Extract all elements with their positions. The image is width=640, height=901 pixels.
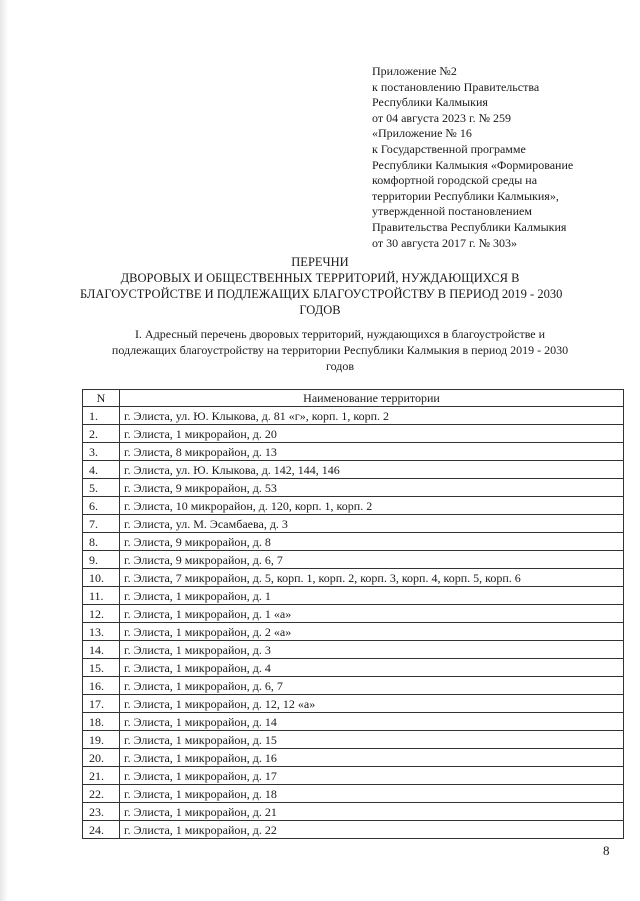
annex-line: комфортной городской среды на: [372, 173, 538, 188]
table-row: [83, 623, 624, 641]
territory-name: г. Элиста, 1 микрорайон, д. 14: [120, 713, 624, 731]
table-row: [83, 407, 624, 425]
territory-name: г. Элиста, 1 микрорайон, д. 3: [120, 641, 624, 659]
row-number: 12.: [83, 605, 120, 623]
annex-line: от 04 августа 2023 г. № 259: [372, 110, 512, 125]
row-number: 5.: [83, 479, 120, 497]
annex-header: [372, 64, 634, 251]
territory-name: г. Элиста, 7 микрорайон, д. 5, корп. 1, корп. 2, корп. 3, корп. 4, корп. 5, корп. 6: [120, 569, 624, 587]
column-header-name: Наименование территории: [120, 390, 624, 407]
annex-line: Республики Калмыкия «Формирование: [372, 157, 574, 172]
title-line: ПЕРЕЧНИ: [291, 255, 349, 269]
row-number: 17.: [83, 695, 120, 713]
row-number: 1.: [83, 407, 120, 425]
table-row: [83, 767, 624, 785]
row-number: 20.: [83, 749, 120, 767]
table-row: [83, 443, 624, 461]
table-row: [83, 785, 624, 803]
section-line: годов: [325, 359, 355, 373]
table-row: [83, 641, 624, 659]
section-line: I. Адресный перечень дворовых территорий, нуждающихся в благоустройстве и: [134, 327, 546, 341]
annex-line: Правительства Республики Калмыкия: [372, 219, 567, 234]
territory-name: г. Элиста, ул. Ю. Клыкова, д. 81 «г», корп. 1, корп. 2: [120, 407, 624, 425]
table-row: [83, 749, 624, 767]
row-number: 2.: [83, 425, 120, 443]
annex-line: Приложение №2: [372, 64, 457, 78]
row-number: 7.: [83, 515, 120, 533]
row-number: 10.: [83, 569, 120, 587]
row-number: 18.: [83, 713, 120, 731]
table-row: [83, 659, 624, 677]
table-row: [83, 569, 624, 587]
table-row: [83, 821, 624, 839]
table-header-row: [83, 390, 624, 407]
territory-name: г. Элиста, 1 микрорайон, д. 1 «а»: [120, 605, 624, 623]
title-line: ДВОРОВЫХ И ОБЩЕСТВЕННЫХ ТЕРРИТОРИЙ, НУЖДАЮЩИХСЯ В: [120, 271, 520, 285]
document-title: [80, 254, 563, 318]
territory-name: г. Элиста, 1 микрорайон, д. 21: [120, 803, 624, 821]
territory-name: г. Элиста, 9 микрорайон, д. 6, 7: [120, 551, 624, 569]
territory-name: г. Элиста, ул. М. Эсамбаева, д. 3: [120, 515, 624, 533]
annex-line: «Приложение № 16: [372, 126, 472, 141]
territory-name: г. Элиста, 1 микрорайон, д. 16: [120, 749, 624, 767]
territory-name: г. Элиста, 1 микрорайон, д. 12, 12 «а»: [120, 695, 624, 713]
row-number: 11.: [83, 587, 120, 605]
table-row: [83, 551, 624, 569]
row-number: 14.: [83, 641, 120, 659]
territory-name: г. Элиста, 10 микрорайон, д. 120, корп. 1, корп. 2: [120, 497, 624, 515]
row-number: 13.: [83, 623, 120, 641]
annex-line: утвержденной постановлением: [372, 204, 532, 219]
table-row: [83, 695, 624, 713]
table-row: [83, 479, 624, 497]
table-row: [83, 515, 624, 533]
table-row: [83, 713, 624, 731]
territory-name: г. Элиста, 1 микрорайон, д. 6, 7: [120, 677, 624, 695]
territory-name: г. Элиста, 1 микрорайон, д. 2 «а»: [120, 623, 624, 641]
territory-name: г. Элиста, 8 микрорайон, д. 13: [120, 443, 624, 461]
row-number: 15.: [83, 659, 120, 677]
table-row: [83, 803, 624, 821]
annex-line: к Государственной программе: [372, 141, 526, 156]
table-row: [83, 497, 624, 515]
territory-table: [82, 389, 624, 839]
page-number: 8: [603, 843, 610, 858]
section-heading: [80, 326, 600, 374]
row-number: 24.: [83, 821, 120, 839]
table-row: [83, 533, 624, 551]
territory-name: г. Элиста, 1 микрорайон, д. 4: [120, 659, 624, 677]
table-row: [83, 677, 624, 695]
territory-name: г. Элиста, 1 микрорайон, д. 17: [120, 767, 624, 785]
section-line: подлежащих благоустройству на территории Республики Калмыкия в период 2019 - 2030: [111, 343, 569, 357]
row-number: 6.: [83, 497, 120, 515]
territory-name: г. Элиста, 9 микрорайон, д. 53: [120, 479, 624, 497]
territory-name: г. Элиста, 1 микрорайон, д. 15: [120, 731, 624, 749]
table-body: [83, 407, 624, 839]
territory-name: г. Элиста, 1 микрорайон, д. 1: [120, 587, 624, 605]
row-number: 4.: [83, 461, 120, 479]
table-row: [83, 731, 624, 749]
table-row: [83, 587, 624, 605]
territory-name: г. Элиста, 1 микрорайон, д. 18: [120, 785, 624, 803]
title-line: БЛАГОУСТРОЙСТВЕ И ПОДЛЕЖАЩИХ БЛАГОУСТРОЙСТВУ В ПЕРИОД 2019 - 2030: [80, 287, 563, 301]
table-row: [83, 605, 624, 623]
column-header-number: N: [83, 390, 120, 407]
annex-line: к постановлению Правительства: [372, 79, 540, 94]
territory-name: г. Элиста, 1 микрорайон, д. 20: [120, 425, 624, 443]
table-row: [83, 461, 624, 479]
row-number: 22.: [83, 785, 120, 803]
row-number: 21.: [83, 767, 120, 785]
row-number: 19.: [83, 731, 120, 749]
annex-line: от 30 августа 2017 г. № 303»: [372, 235, 518, 250]
annex-line: территории Республики Калмыкия»,: [372, 188, 559, 203]
territory-name: г. Элиста, 9 микрорайон, д. 8: [120, 533, 624, 551]
row-number: 8.: [83, 533, 120, 551]
annex-line: Республики Калмыкия: [372, 95, 488, 110]
row-number: 9.: [83, 551, 120, 569]
territory-name: г. Элиста, ул. Ю. Клыкова, д. 142, 144, 146: [120, 461, 624, 479]
row-number: 16.: [83, 677, 120, 695]
table-row: [83, 425, 624, 443]
territory-name: г. Элиста, 1 микрорайон, д. 22: [120, 821, 624, 839]
row-number: 23.: [83, 803, 120, 821]
title-line: ГОДОВ: [299, 303, 341, 317]
scan-edge-shadow: [0, 0, 8, 901]
row-number: 3.: [83, 443, 120, 461]
